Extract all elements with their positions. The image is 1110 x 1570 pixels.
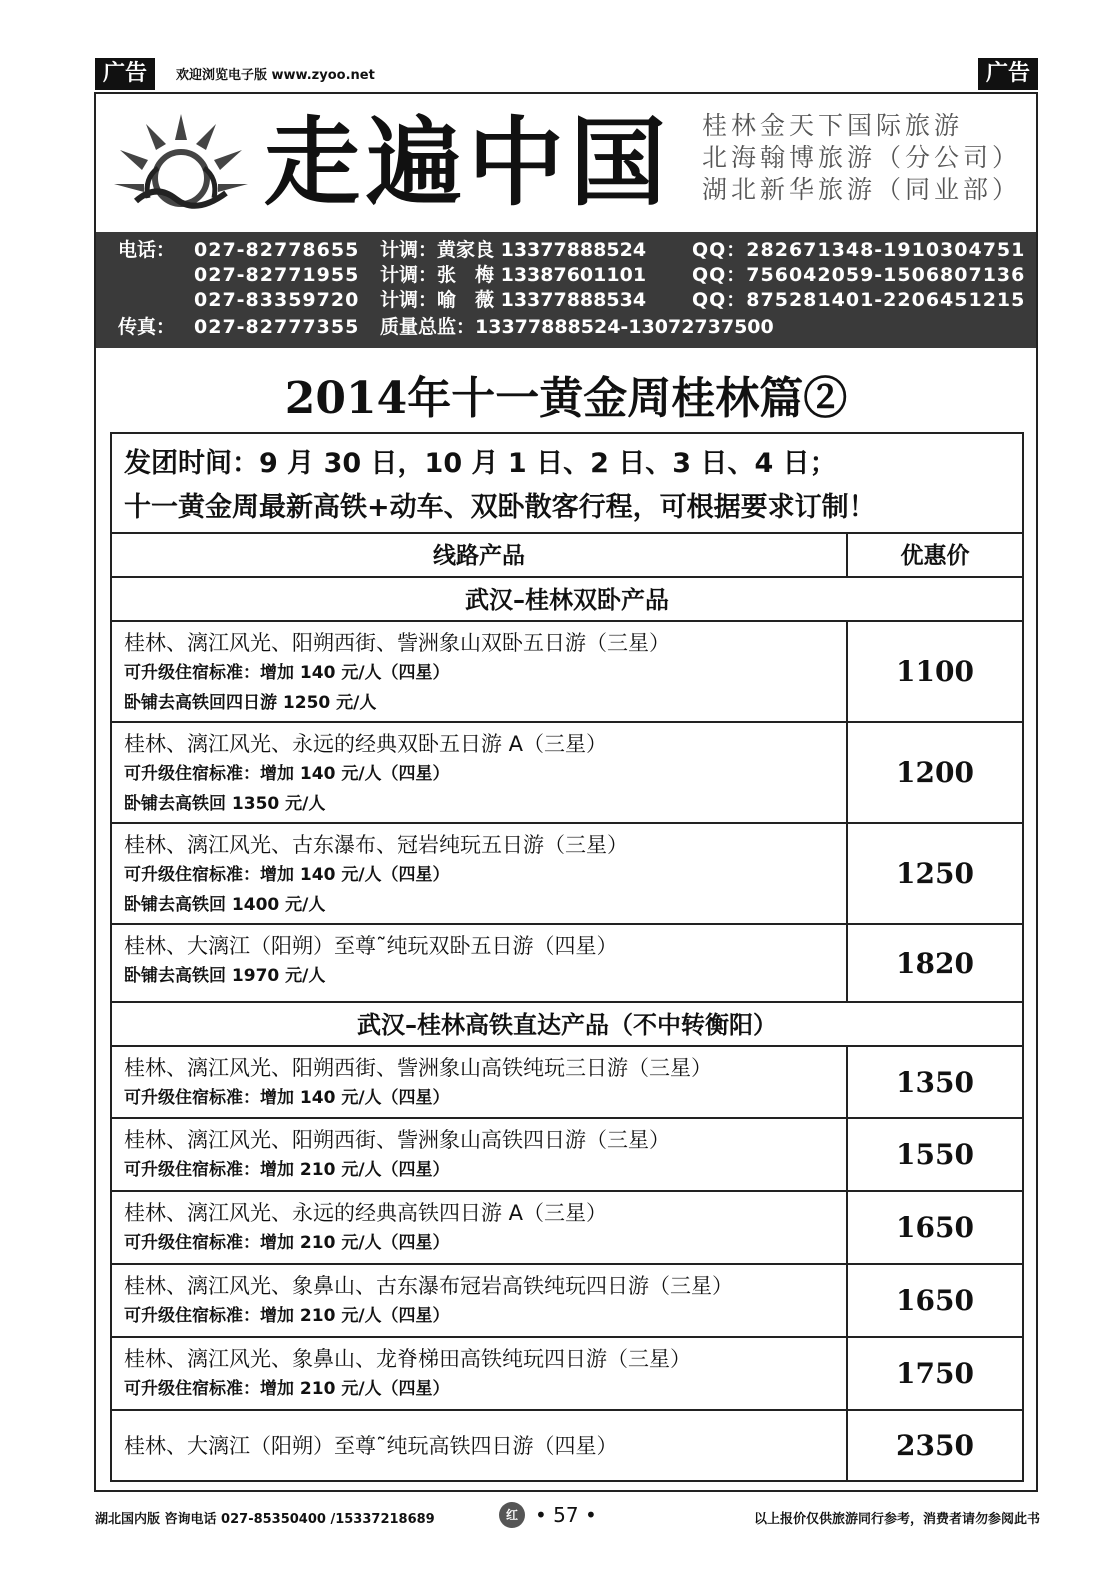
route-note: 卧铺去高铁回四日游 1250 元/人	[124, 693, 377, 713]
departure-dates: 发团时间：9 月 30 日，10 月 1 日、2 日、3 日、4 日；	[124, 448, 837, 479]
table-row[interactable]	[112, 824, 1022, 925]
route-note: 可升级住宿标准：增加 140 元/人（四星）	[124, 865, 450, 885]
route-name: 桂林、漓江风光、阳朔西街、訾洲象山高铁四日游（三星）	[124, 1128, 670, 1152]
fax-number[interactable]: 027-82777355	[194, 316, 360, 338]
route-price: 2350	[896, 1429, 974, 1462]
fax-label: 传真：	[118, 316, 176, 338]
site-url[interactable]: 欢迎浏览电子版 www.zyoo.net	[176, 68, 375, 83]
route-desc	[112, 1047, 848, 1117]
phone-label: 电话：	[118, 239, 176, 261]
qq-number[interactable]: QQ：756042059-1506807136	[692, 264, 1026, 286]
table-row[interactable]	[112, 1119, 1022, 1192]
departure-info	[112, 434, 1022, 534]
manager-contact[interactable]: 计调：张 梅 13387601101	[380, 264, 647, 286]
manager-contact[interactable]: 计调：黄家良 13377888524	[380, 239, 647, 261]
table-row[interactable]	[112, 1265, 1022, 1338]
price-table	[110, 432, 1024, 1482]
brand-header	[96, 94, 1036, 232]
sun-logo-icon	[106, 106, 256, 216]
route-name: 桂林、漓江风光、古东瀑布、冠岩纯玩五日游（三星）	[124, 833, 628, 857]
table-row[interactable]	[112, 1192, 1022, 1265]
col-route-header: 线路产品	[112, 534, 848, 578]
route-price: 1200	[896, 756, 974, 789]
route-name: 桂林、漓江风光、永远的经典双卧五日游 A（三星）	[124, 732, 608, 756]
route-note: 可升级住宿标准：增加 210 元/人（四星）	[124, 1379, 450, 1399]
page-footer	[95, 1500, 1040, 1532]
section-sleeper: 武汉–桂林双卧产品	[112, 578, 1022, 622]
ad-tag-left: 广告	[95, 58, 155, 90]
page-number: • 57 •	[535, 1503, 597, 1527]
route-name: 桂林、漓江风光、阳朔西街、訾洲象山高铁纯玩三日游（三星）	[124, 1056, 712, 1080]
qq-number[interactable]: QQ：875281401-2206451215	[692, 289, 1026, 311]
phone-number[interactable]: 027-83359720	[194, 289, 360, 311]
agency-name: 桂林金天下国际旅游	[702, 111, 964, 140]
route-desc	[112, 1338, 848, 1409]
route-note: 可升级住宿标准：增加 140 元/人（四星）	[124, 1088, 450, 1108]
route-price: 1650	[896, 1284, 974, 1317]
route-name: 桂林、漓江风光、象鼻山、古东瀑布冠岩高铁纯玩四日游（三星）	[124, 1274, 733, 1298]
route-desc	[112, 1411, 848, 1480]
route-note: 卧铺去高铁回 1970 元/人	[124, 966, 326, 986]
departure-note: 十一黄金周最新高铁+动车、双卧散客行程，可根据要求订制！	[124, 492, 876, 523]
route-price: 1350	[896, 1065, 974, 1099]
table-header	[112, 534, 1022, 578]
route-price: 1650	[896, 1211, 974, 1244]
route-desc	[112, 1265, 848, 1336]
route-desc	[112, 723, 848, 822]
route-price: 1550	[896, 1138, 974, 1171]
route-note: 可升级住宿标准：增加 140 元/人（四星）	[124, 764, 450, 784]
route-note: 可升级住宿标准：增加 210 元/人（四星）	[124, 1306, 450, 1326]
route-price: 1820	[896, 946, 974, 980]
route-note: 可升级住宿标准：增加 210 元/人（四星）	[124, 1160, 450, 1180]
red-badge-icon: 红	[499, 1502, 525, 1528]
table-row[interactable]	[112, 723, 1022, 824]
col-price-header: 优惠价	[900, 543, 970, 569]
route-desc	[112, 622, 848, 721]
route-price: 1250	[896, 857, 974, 890]
table-row[interactable]	[112, 925, 1022, 1003]
contact-band	[96, 232, 1036, 348]
table-row[interactable]	[112, 622, 1022, 723]
route-desc	[112, 824, 848, 923]
route-name: 桂林、大漓江（阳朔）至尊˜纯玩高铁四日游（四星）	[124, 1433, 618, 1458]
route-note: 卧铺去高铁回 1350 元/人	[124, 794, 326, 814]
agency-list	[702, 110, 1021, 206]
quality-director[interactable]: 质量总监：13377888524-13072737500	[380, 316, 774, 338]
section-highspeed: 武汉–桂林高铁直达产品（不中转衡阳）	[112, 1003, 1022, 1047]
agency-name: 北海翰博旅游（分公司）	[702, 143, 1022, 172]
brand-title: 走遍中国	[264, 106, 672, 219]
qq-number[interactable]: QQ：282671348-1910304751	[692, 239, 1026, 261]
ad-tag-right: 广告	[978, 58, 1038, 90]
route-price: 1100	[896, 655, 974, 688]
phone-number[interactable]: 027-82778655	[194, 239, 360, 261]
route-note: 可升级住宿标准：增加 140 元/人（四星）	[124, 663, 450, 683]
footer-edition: 湖北国内版 咨询电话 027-85350400 /15337218689	[95, 1512, 435, 1527]
page-title: 2014年十一黄金周桂林篇②	[284, 373, 848, 424]
route-desc	[112, 1119, 848, 1190]
route-name: 桂林、漓江风光、永远的经典高铁四日游 A（三星）	[124, 1201, 608, 1225]
manager-contact[interactable]: 计调：喻 薇 13377888534	[380, 289, 647, 311]
route-name: 桂林、漓江风光、阳朔西街、訾洲象山双卧五日游（三星）	[124, 631, 670, 655]
phone-number[interactable]: 027-82771955	[194, 264, 360, 286]
route-desc	[112, 925, 848, 1001]
table-row[interactable]	[112, 1047, 1022, 1119]
route-note: 卧铺去高铁回 1400 元/人	[124, 895, 326, 915]
footer-disclaimer: 以上报价仅供旅游同行参考，消费者请勿参阅此书	[753, 1512, 1040, 1527]
route-name: 桂林、漓江风光、象鼻山、龙脊梯田高铁纯玩四日游（三星）	[124, 1347, 691, 1371]
route-desc	[112, 1192, 848, 1263]
route-price: 1750	[896, 1357, 974, 1390]
table-row[interactable]	[112, 1338, 1022, 1411]
route-note: 可升级住宿标准：增加 210 元/人（四星）	[124, 1233, 450, 1253]
ad-frame	[94, 92, 1038, 1492]
table-row[interactable]	[112, 1411, 1022, 1480]
route-name: 桂林、大漓江（阳朔）至尊˜纯玩双卧五日游（四星）	[124, 934, 618, 958]
agency-name: 湖北新华旅游（同业部）	[702, 175, 1022, 204]
